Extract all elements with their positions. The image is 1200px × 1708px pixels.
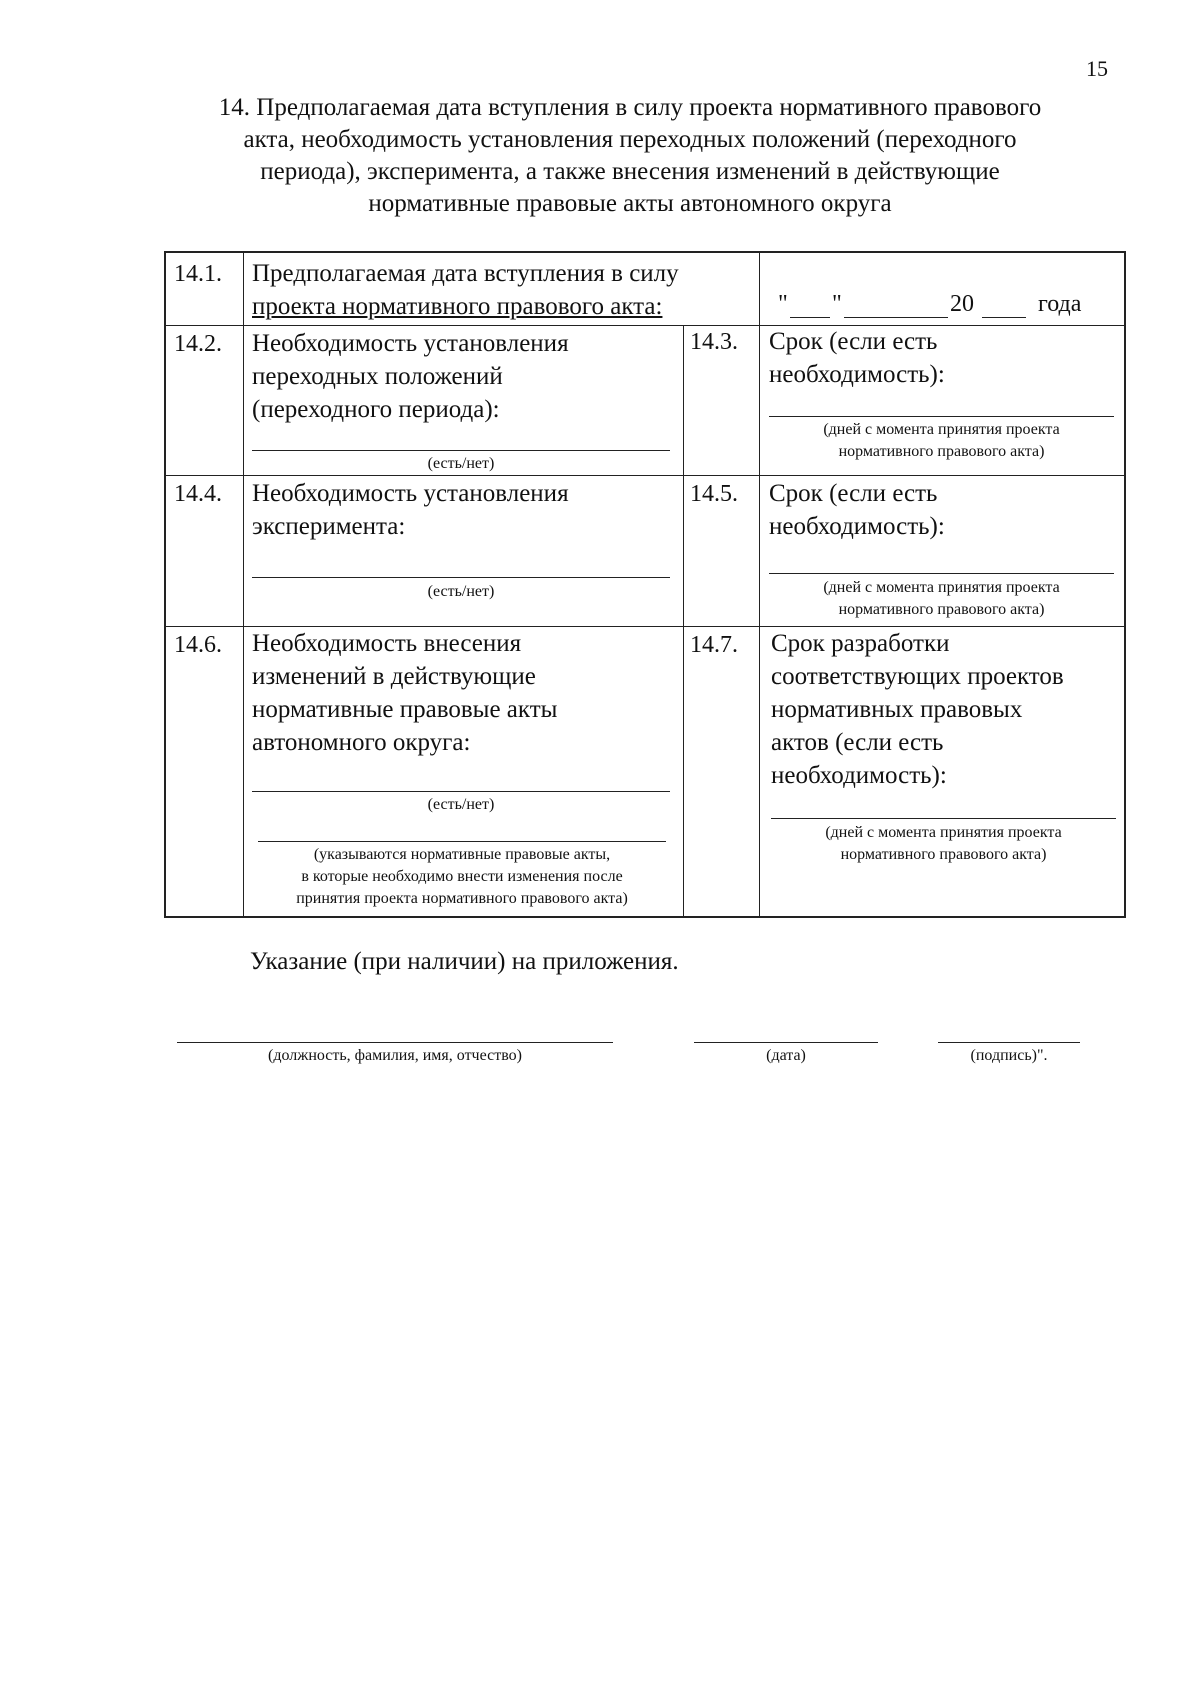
date-label: (дата) [766, 1047, 806, 1064]
hint-line: (дней с момента принятия проекта [825, 824, 1062, 841]
hint-line: нормативного правового акта) [838, 443, 1045, 460]
hint-14-4: (есть/нет) [427, 583, 495, 600]
name-signature-line[interactable] [177, 1042, 613, 1043]
section-heading [150, 92, 1110, 220]
answer-line-14-2[interactable] [252, 450, 670, 451]
label-line: Срок разработки [771, 630, 950, 657]
label-line: Необходимость установления [252, 330, 569, 357]
heading-line: периода), эксперимента, а также внесения изменений в действующие [260, 158, 1000, 185]
row-number-14-5: 14.5. [690, 481, 738, 507]
hint-line: нормативного правового акта) [840, 846, 1047, 863]
table-divider [243, 253, 244, 918]
answer-line-14-5[interactable] [769, 573, 1114, 574]
table-divider [683, 325, 684, 918]
row-label-14-2 [252, 327, 569, 426]
row-label-14-7 [771, 627, 1064, 792]
label-line: переходных положений [252, 363, 503, 390]
table-divider [166, 475, 1124, 476]
name-label: (должность, фамилия, имя, отчество) [268, 1047, 522, 1064]
answer-line-14-3[interactable] [769, 416, 1114, 417]
row-number-14-4: 14.4. [174, 481, 222, 507]
appendix-note: Указание (при наличии) на приложения. [250, 948, 679, 975]
hint-line: нормативного правового акта) [838, 601, 1045, 618]
label-line: Необходимость установления [252, 480, 569, 507]
label-line: актов (если есть [771, 729, 944, 756]
hint-line: (дней с момента принятия проекта [823, 579, 1060, 596]
heading-line: акта, необходимость установления переходных положений (переходного [243, 126, 1017, 153]
hint-line: в которые необходимо внести изменения после [301, 868, 623, 885]
year-blank[interactable] [982, 317, 1026, 318]
hint-line: принятия проекта нормативного правового акта) [296, 890, 628, 907]
year-suffix: года [1038, 291, 1082, 317]
label-line: эксперимента: [252, 513, 406, 540]
form-table [164, 251, 1126, 918]
hint-14-5 [769, 577, 1114, 621]
row-number-14-1: 14.1. [174, 261, 222, 287]
row-label-14-1 [252, 257, 679, 323]
label-line: Срок (если есть [769, 328, 938, 355]
answer-line-14-7[interactable] [771, 818, 1116, 819]
hint-14-3 [769, 419, 1114, 463]
label-line: Предполагаемая дата вступления в силу [252, 260, 679, 287]
label-line: Срок (если есть [769, 480, 938, 507]
hint-line: (указываются нормативные правовые акты, [313, 846, 611, 863]
hint-14-7 [771, 822, 1116, 866]
month-blank[interactable] [844, 317, 948, 318]
heading-line: 14. Предполагаемая дата вступления в силу проекта нормативного правового [218, 94, 1042, 121]
row-label-14-5 [769, 477, 945, 543]
year-prefix: 20 [950, 291, 974, 317]
label-line: Необходимость внесения [252, 630, 522, 657]
row-number-14-3: 14.3. [690, 329, 738, 355]
table-divider [166, 325, 1124, 326]
label-line: нормативные правовые акты [252, 696, 558, 723]
row-label-14-6 [252, 627, 557, 759]
date-signature-line[interactable] [694, 1042, 878, 1043]
label-line: необходимость): [769, 361, 945, 388]
quote-close: " [832, 291, 842, 317]
label-line: (переходного периода): [252, 396, 500, 423]
label-line: автономного округа: [252, 729, 471, 756]
label-line: проекта нормативного правового акта: [252, 293, 663, 320]
label-line: изменений в действующие [252, 663, 536, 690]
table-divider [759, 253, 760, 918]
entry-date[interactable] [766, 291, 1120, 323]
label-line: необходимость): [769, 513, 945, 540]
hint-14-2: (есть/нет) [427, 455, 495, 472]
row-number-14-7: 14.7. [690, 632, 738, 658]
row-number-14-2: 14.2. [174, 331, 222, 357]
day-blank[interactable] [790, 317, 830, 318]
hint-14-6: (есть/нет) [427, 796, 495, 813]
label-line: нормативных правовых [771, 696, 1023, 723]
acts-line-14-6[interactable] [258, 841, 666, 842]
sign-label: (подпись)". [970, 1047, 1048, 1064]
hint-line: (дней с момента принятия проекта [823, 421, 1060, 438]
page-number: 15 [1086, 56, 1108, 81]
hint2-14-6 [246, 844, 678, 910]
label-line: необходимость): [771, 762, 947, 789]
answer-line-14-6[interactable] [252, 791, 670, 792]
heading-line: нормативные правовые акты автономного округа [368, 190, 892, 217]
row-label-14-4 [252, 477, 569, 543]
quote-open: " [778, 291, 788, 317]
row-label-14-3 [769, 325, 945, 391]
answer-line-14-4[interactable] [252, 577, 670, 578]
label-line: соответствующих проектов [771, 663, 1064, 690]
sign-signature-line[interactable] [938, 1042, 1080, 1043]
row-number-14-6: 14.6. [174, 632, 222, 658]
